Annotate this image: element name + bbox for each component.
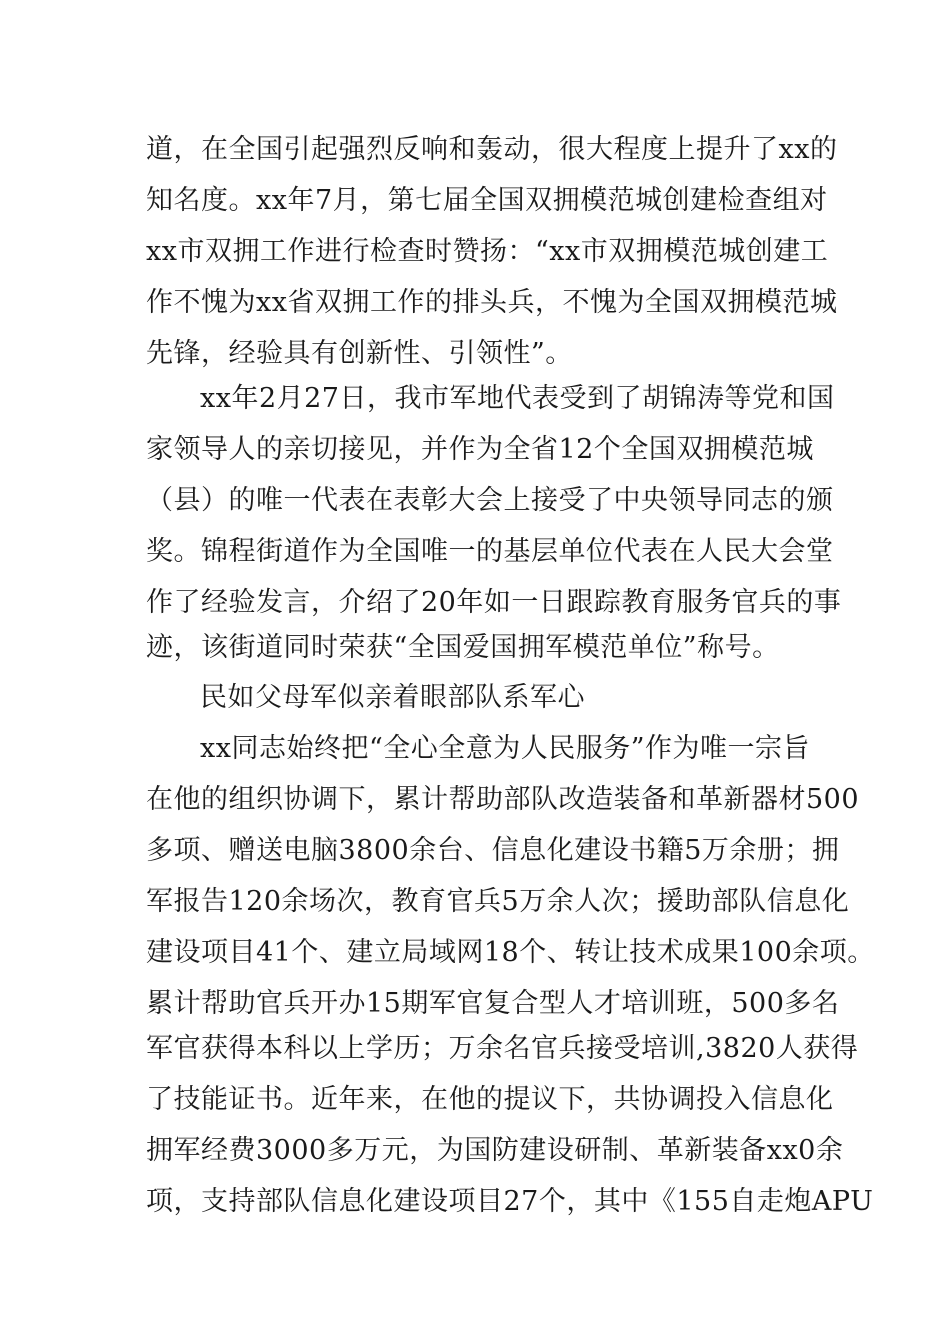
text-line: 军官获得本科以上学历；万余名官兵接受培训,3820人获得	[146, 1033, 859, 1064]
text-line: 多项、赠送电脑3800余台、信息化建设书籍5万余册；拥	[146, 835, 840, 866]
text-line: 累计帮助官兵开办15期军官复合型人才培训班，500多名	[146, 988, 840, 1019]
text-line: 奖。锦程街道作为全国唯一的基层单位代表在人民大会堂	[146, 536, 834, 567]
text-line: 迹，该街道同时荣获“全国爱国拥军模范单位”称号。	[146, 632, 780, 663]
text-line: 作不愧为xx省双拥工作的排头兵，不愧为全国双拥模范城	[146, 287, 838, 318]
text-line: 知名度。xx年7月，第七届全国双拥模范城创建检查组对	[146, 185, 828, 216]
text-line: 项，支持部队信息化建设项目27个，其中《155自走炮APU	[146, 1186, 874, 1217]
text-line: 家领导人的亲切接见，并作为全省12个全国双拥模范城	[146, 434, 814, 465]
text-line: 道，在全国引起强烈反响和轰动，很大程度上提升了xx的	[146, 134, 838, 165]
text-line: 建设项目41个、建立局域网18个、转让技术成果100余项。	[146, 937, 875, 968]
text-line: （县）的唯一代表在表彰大会上接受了中央领导同志的颁	[146, 485, 834, 516]
text-line: xx市双拥工作进行检查时赞扬：“xx市双拥模范城创建工	[146, 236, 829, 267]
text-line: 在他的组织协调下，累计帮助部队改造装备和革新器材500	[146, 784, 860, 815]
text-line: 拥军经费3000多万元，为国防建设研制、革新装备xx0余	[146, 1135, 844, 1166]
text-line: 先锋，经验具有创新性、引领性”。	[146, 338, 573, 369]
text-line: 军报告120余场次，教育官兵5万余人次；援助部队信息化	[146, 886, 850, 917]
paragraph-first-line: xx同志始终把“全心全意为人民服务”作为唯一宗旨	[200, 733, 811, 764]
text-line: 作了经验发言，介绍了20年如一日跟踪教育服务官兵的事	[146, 587, 842, 618]
text-line: 了技能证书。近年来，在他的提议下，共协调投入信息化	[146, 1084, 834, 1115]
paragraph-first-line: xx年2月27日，我市军地代表受到了胡锦涛等党和国	[200, 383, 835, 414]
section-heading: 民如父母军似亲着眼部队系军心	[200, 682, 585, 713]
